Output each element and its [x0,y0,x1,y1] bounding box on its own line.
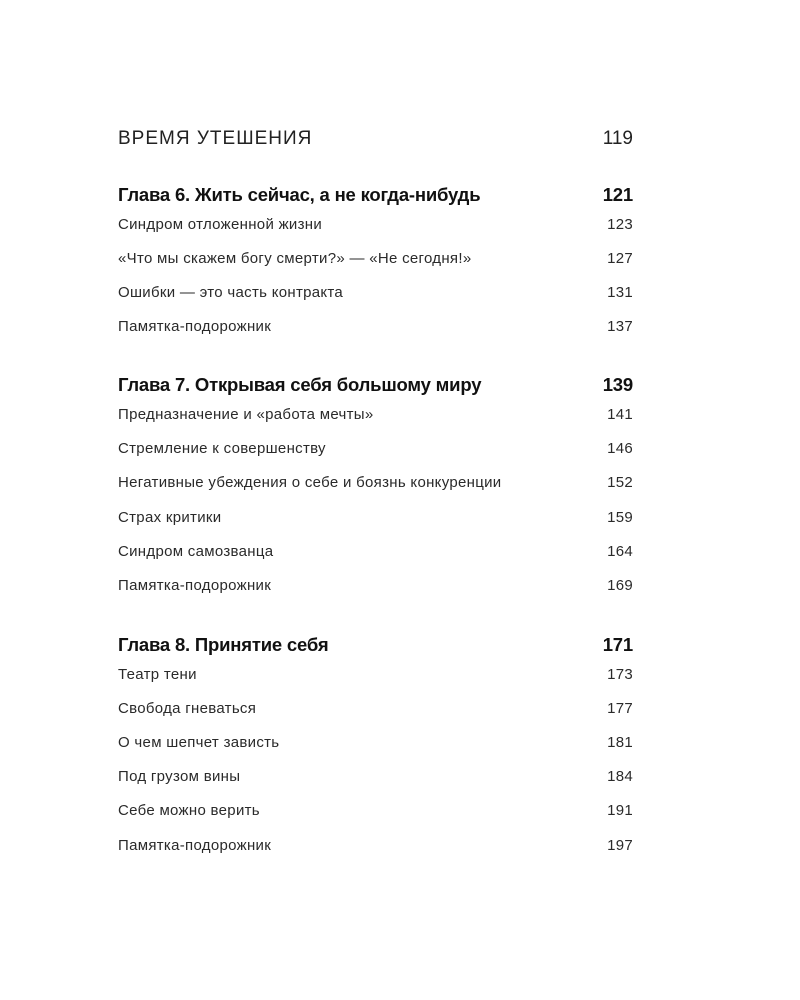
entry-page-number: 152 [607,474,633,491]
toc-entry [118,700,633,717]
entry-page-number: 181 [607,734,633,751]
toc-entry [118,284,633,301]
toc-entry [118,509,633,526]
toc-entry [118,318,633,335]
chapter-page-number: 121 [602,184,633,205]
toc-entry [118,837,633,854]
entry-page-number: 123 [607,216,633,233]
entry-title: Памятка-подорожник [118,318,272,335]
entry-title: Синдром отложенной жизни [118,216,323,233]
entry-page-number: 164 [607,543,633,560]
entry-title: Синдром самозванца [118,543,274,560]
toc-entry [118,543,633,560]
entry-page-number: 184 [607,768,633,785]
part-heading [118,128,633,150]
chapter-heading [118,374,633,396]
entry-title: Свобода гневаться [118,700,257,717]
entry-page-number: 197 [607,837,633,854]
entry-page-number: 137 [607,318,633,335]
entry-page-number: 177 [607,700,633,717]
toc-entry [118,577,633,594]
entry-title: Театр тени [118,666,197,683]
toc-entry [118,474,633,491]
entry-page-number: 141 [607,406,633,423]
part-title: ВРЕМЯ УТЕШЕНИЯ [118,128,313,149]
entry-page-number: 146 [607,440,633,457]
entry-title: Памятка-подорожник [118,577,272,594]
chapter-heading [118,184,633,206]
entry-page-number: 131 [607,284,633,301]
chapter-title: Глава 6. Жить сейчас, а не когда-нибудь [118,184,481,205]
entry-title: Ошибки — это часть контракта [118,284,344,301]
chapter-title: Глава 7. Открывая себя большому миру [118,374,482,395]
toc-entry [118,802,633,819]
part-page-number: 119 [602,128,633,149]
entry-title: Себе можно верить [118,802,260,819]
toc-entry [118,440,633,457]
toc-entry [118,216,633,233]
toc-entry [118,768,633,785]
chapter-page-number: 171 [602,634,633,655]
chapter-page-number: 139 [602,374,633,395]
entry-title: Под грузом вины [118,768,241,785]
entry-title: Стремление к совершенству [118,440,326,457]
chapter-title: Глава 8. Принятие себя [118,634,329,655]
entry-title: «Что мы скажем богу смерти?» — «Не сегодня!» [118,250,472,267]
entry-title: Негативные убеждения о себе и боязнь конкуренции [118,474,502,491]
entry-page-number: 159 [607,509,633,526]
entry-title: О чем шепчет зависть [118,734,280,751]
entry-title: Страх критики [118,509,222,526]
toc-entry [118,406,633,423]
entry-title: Предназначение и «работа мечты» [118,406,374,423]
entry-page-number: 127 [607,250,633,267]
chapter-heading [118,634,633,656]
toc-entry [118,250,633,267]
entry-page-number: 173 [607,666,633,683]
toc-entry [118,734,633,751]
entry-page-number: 191 [607,802,633,819]
entry-title: Памятка-подорожник [118,837,272,854]
entry-page-number: 169 [607,577,633,594]
toc-entry [118,666,633,683]
